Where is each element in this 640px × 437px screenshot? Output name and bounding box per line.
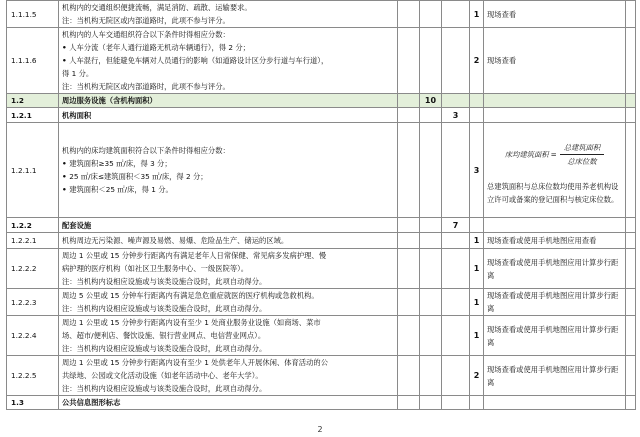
- item-code-cell: 1.2.2: [7, 218, 59, 233]
- criteria-line: • 建筑面积≥35 ㎡/床，得 3 分；: [62, 157, 394, 170]
- score-cell-3: [442, 94, 470, 108]
- score-cell-4: 1: [470, 1, 484, 28]
- criteria-line: 注：当机构无院区或内部道路时，此项不参与评分。: [62, 82, 230, 91]
- item-code-cell: 1.2.2.2: [7, 249, 59, 289]
- method-cell: [484, 28, 626, 94]
- criteria-cell: [59, 233, 398, 249]
- method-text: 总建筑面积与总床位数均使用养老机构设立许可或备案的登记面积与核定床位数。: [487, 181, 619, 204]
- score-cell-3: [442, 249, 470, 289]
- score-cell-1: [398, 249, 420, 289]
- assessment-table: [6, 0, 636, 410]
- method-text: 现场查看: [487, 9, 517, 19]
- criteria-cell: [59, 356, 398, 396]
- score-cell-3: [442, 1, 470, 28]
- extra-cell: [626, 94, 636, 108]
- score-cell-2: [420, 1, 442, 28]
- item-title-cell: 配套设施: [59, 218, 398, 233]
- score-cell-1: [398, 1, 420, 28]
- criteria-line: • 人车分流（老年人通行道路无机动车辆通行），得 2 分；: [62, 41, 394, 54]
- score-cell-3: 3: [442, 108, 470, 123]
- item-code-cell: 1.3: [7, 396, 59, 410]
- item-code-cell: 1.2.2.3: [7, 289, 59, 316]
- score-cell-1: [398, 396, 420, 410]
- method-cell: [484, 249, 626, 289]
- item-code-cell: 1.2.2.1: [7, 233, 59, 249]
- score-cell-4: 2: [470, 356, 484, 396]
- score-cell-1: [398, 123, 420, 218]
- criteria-line: 注：当机构内设相应设施或与该类设施合设时，此项自动得分。: [62, 384, 267, 393]
- formula-fraction: [560, 141, 604, 168]
- method-text: 现场查看或使用手机地图应用计算步行距离: [487, 324, 619, 347]
- method-cell: [484, 123, 626, 218]
- table-row: [7, 316, 636, 356]
- method-cell: [484, 396, 626, 410]
- score-cell-1: [398, 28, 420, 94]
- score-cell-4: [470, 108, 484, 123]
- item-title-cell: 周边服务设施（含机构面积）: [59, 94, 398, 108]
- method-cell: [484, 218, 626, 233]
- score-cell-3: [442, 396, 470, 410]
- table-row: [7, 1, 636, 28]
- item-code-cell: 1.1.1.5: [7, 1, 59, 28]
- score-cell-3: [442, 356, 470, 396]
- score-cell-1: [398, 108, 420, 123]
- criteria-line: 注：当机构内设相应设施或与该类设施合设时，此项自动得分。: [62, 344, 267, 353]
- score-cell-4: 1: [470, 289, 484, 316]
- assessment-table-container: [6, 0, 635, 410]
- extra-cell: [626, 233, 636, 249]
- score-cell-2: 10: [420, 94, 442, 108]
- item-code-cell: 1.1.1.6: [7, 28, 59, 94]
- formula-lhs: 床均建筑面积: [504, 149, 549, 159]
- score-cell-2: [420, 233, 442, 249]
- score-cell-4: 1: [470, 249, 484, 289]
- method-cell: [484, 1, 626, 28]
- item-code-cell: 1.2.2.4: [7, 316, 59, 356]
- score-cell-2: [420, 396, 442, 410]
- area-formula: [487, 141, 622, 168]
- criteria-line: 注：当机构内设相应设施或与该类设施合设时，此项自动得分。: [62, 277, 267, 286]
- table-row: [7, 108, 636, 123]
- criteria-line: 周边 5 公里或 15 分钟车行距离内有满足急危重症就医的医疗机构或急救机构。: [62, 291, 319, 300]
- extra-cell: [626, 218, 636, 233]
- score-cell-3: 7: [442, 218, 470, 233]
- method-cell: [484, 356, 626, 396]
- score-cell-2: [420, 316, 442, 356]
- criteria-line: • 人车混行，但能避免车辆对人员通行的影响（如道路设计区分步行道与车行道），: [62, 54, 394, 67]
- score-cell-2: [420, 356, 442, 396]
- extra-cell: [626, 396, 636, 410]
- score-cell-4: 1: [470, 316, 484, 356]
- score-cell-1: [398, 218, 420, 233]
- score-cell-2: [420, 289, 442, 316]
- extra-cell: [626, 356, 636, 396]
- score-cell-3: [442, 123, 470, 218]
- table-row: [7, 233, 636, 249]
- method-text: 现场查看或使用手机地图应用计算步行距离: [487, 291, 619, 313]
- table-row: [7, 28, 636, 94]
- criteria-line: 周边 1 公里或 15 分钟步行距离内设有至少 1 处商业服务业设施（如商场、菜市: [62, 318, 321, 327]
- item-code-cell: 1.2: [7, 94, 59, 108]
- extra-cell: [626, 289, 636, 316]
- method-cell: [484, 108, 626, 123]
- score-cell-1: [398, 316, 420, 356]
- item-title-cell: 公共信息图形标志: [59, 396, 398, 410]
- criteria-line: 周边 1 公里或 15 分钟步行距离内设有至少 1 处供老年人开展休闲、体育活动的公: [62, 358, 328, 367]
- criteria-line: 得 1 分。: [62, 69, 94, 78]
- method-text: 现场查看: [487, 56, 517, 65]
- method-text: 现场查看或使用手机地图应用计算步行距离: [487, 364, 619, 387]
- item-code-cell: 1.2.1.1: [7, 123, 59, 218]
- criteria-line: • 建筑面积＜25 ㎡/床，得 1 分。: [62, 183, 394, 196]
- table-row: [7, 94, 636, 108]
- table-row: [7, 123, 636, 218]
- score-cell-2: [420, 108, 442, 123]
- item-title-cell: 机构面积: [59, 108, 398, 123]
- criteria-line: 注：当机构内设相应设施或与该类设施合设时，此项自动得分。: [62, 304, 267, 313]
- table-row: [7, 218, 636, 233]
- score-cell-2: [420, 218, 442, 233]
- criteria-line: 周边 1 公里或 15 分钟步行距离内有满足老年人日常保健、常见病多发病护理、慢: [62, 251, 326, 260]
- table-row: [7, 396, 636, 410]
- method-cell: [484, 94, 626, 108]
- criteria-line: 注：当机构无院区或内部道路时，此项不参与评分。: [62, 16, 230, 25]
- score-cell-2: [420, 28, 442, 94]
- method-cell: [484, 233, 626, 249]
- criteria-line: 场、超市/便利店、餐饮设施、银行营业网点、电信营业网点）。: [62, 331, 266, 340]
- score-cell-4: 1: [470, 233, 484, 249]
- formula-numerator: 总建筑面积: [560, 141, 604, 155]
- item-code-cell: 1.2.2.5: [7, 356, 59, 396]
- score-cell-3: [442, 233, 470, 249]
- criteria-line: • 25 ㎡/床≤建筑面积＜35 ㎡/床，得 2 分；: [62, 170, 394, 183]
- score-cell-1: [398, 233, 420, 249]
- criteria-line: 病护理的医疗机构（如社区卫生服务中心、一级医院等）。: [62, 264, 249, 273]
- criteria-line: 机构内的交通组织便捷流畅，满足消防、疏散、运输要求。: [62, 3, 252, 12]
- method-cell: [484, 316, 626, 356]
- score-cell-4: 3: [470, 123, 484, 218]
- score-cell-4: 2: [470, 28, 484, 94]
- score-cell-2: [420, 249, 442, 289]
- criteria-cell: [59, 289, 398, 316]
- score-cell-4: [470, 94, 484, 108]
- method-cell: [484, 289, 626, 316]
- score-cell-2: [420, 123, 442, 218]
- criteria-line: 共绿地、公园或文化活动设施（如老年活动中心、老年大学）。: [62, 371, 263, 380]
- extra-cell: [626, 123, 636, 218]
- extra-cell: [626, 108, 636, 123]
- criteria-cell: [59, 28, 398, 94]
- criteria-line: 机构周边无污染源、噪声源及易燃、易爆、危险品生产、储运的区域。: [62, 236, 289, 245]
- table-row: [7, 289, 636, 316]
- score-cell-1: [398, 94, 420, 108]
- criteria-line: 机构内的床均建筑面积符合以下条件时得相应分数：: [62, 146, 230, 155]
- extra-cell: [626, 1, 636, 28]
- criteria-line: 机构内的人车交通组织符合以下条件时得相应分数：: [62, 30, 230, 39]
- criteria-cell: [59, 1, 398, 28]
- score-cell-4: [470, 396, 484, 410]
- item-code-cell: 1.2.1: [7, 108, 59, 123]
- criteria-cell: [59, 249, 398, 289]
- criteria-cell: [59, 123, 398, 218]
- extra-cell: [626, 316, 636, 356]
- criteria-cell: [59, 316, 398, 356]
- method-text: 现场查看或使用手机地图应用计算步行距离: [487, 257, 619, 280]
- score-cell-3: [442, 316, 470, 356]
- formula-equals: =: [550, 149, 557, 159]
- table-row: [7, 249, 636, 289]
- extra-cell: [626, 28, 636, 94]
- score-cell-1: [398, 289, 420, 316]
- method-text: 现场查看或使用手机地图应用查看: [487, 236, 597, 245]
- page-number: 2: [317, 425, 323, 434]
- score-cell-3: [442, 28, 470, 94]
- score-cell-4: [470, 218, 484, 233]
- table-row: [7, 356, 636, 396]
- score-cell-3: [442, 289, 470, 316]
- score-cell-1: [398, 356, 420, 396]
- formula-denominator: 总床位数: [567, 156, 597, 166]
- extra-cell: [626, 249, 636, 289]
